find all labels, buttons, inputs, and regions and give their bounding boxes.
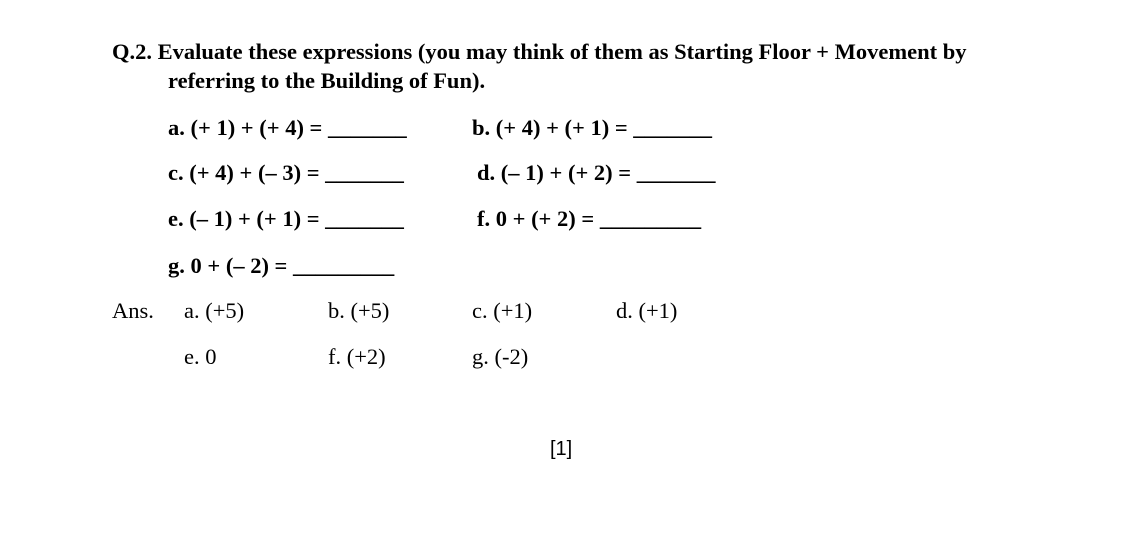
answer-b: b. (+5) — [328, 298, 390, 323]
expression-f: f. 0 + (+ 2) = _________ — [477, 206, 702, 231]
answers-label: Ans. — [112, 298, 154, 323]
answer-a: a. (+5) — [184, 298, 245, 323]
expression-e: e. (– 1) + (+ 1) = _______ — [168, 206, 404, 231]
expression-d: d. (– 1) + (+ 2) = _______ — [477, 160, 716, 185]
answer-c: c. (+1) — [472, 298, 533, 323]
answer-f: f. (+2) — [328, 344, 386, 369]
expression-g: g. 0 + (– 2) = _________ — [168, 253, 395, 278]
question-line-1: Q.2. Evaluate these expressions (you may think of them as Starting Floor + Movement by — [112, 39, 967, 64]
expression-c: c. (+ 4) + (– 3) = _______ — [168, 160, 404, 185]
expression-b: b. (+ 4) + (+ 1) = _______ — [472, 115, 713, 140]
page-number: [1] — [550, 438, 573, 460]
expression-a: a. (+ 1) + (+ 4) = _______ — [168, 115, 407, 140]
question-line-2: referring to the Building of Fun). — [168, 68, 486, 93]
answer-g: g. (-2) — [472, 344, 529, 369]
answer-d: d. (+1) — [616, 298, 678, 323]
answer-e: e. 0 — [184, 344, 217, 369]
